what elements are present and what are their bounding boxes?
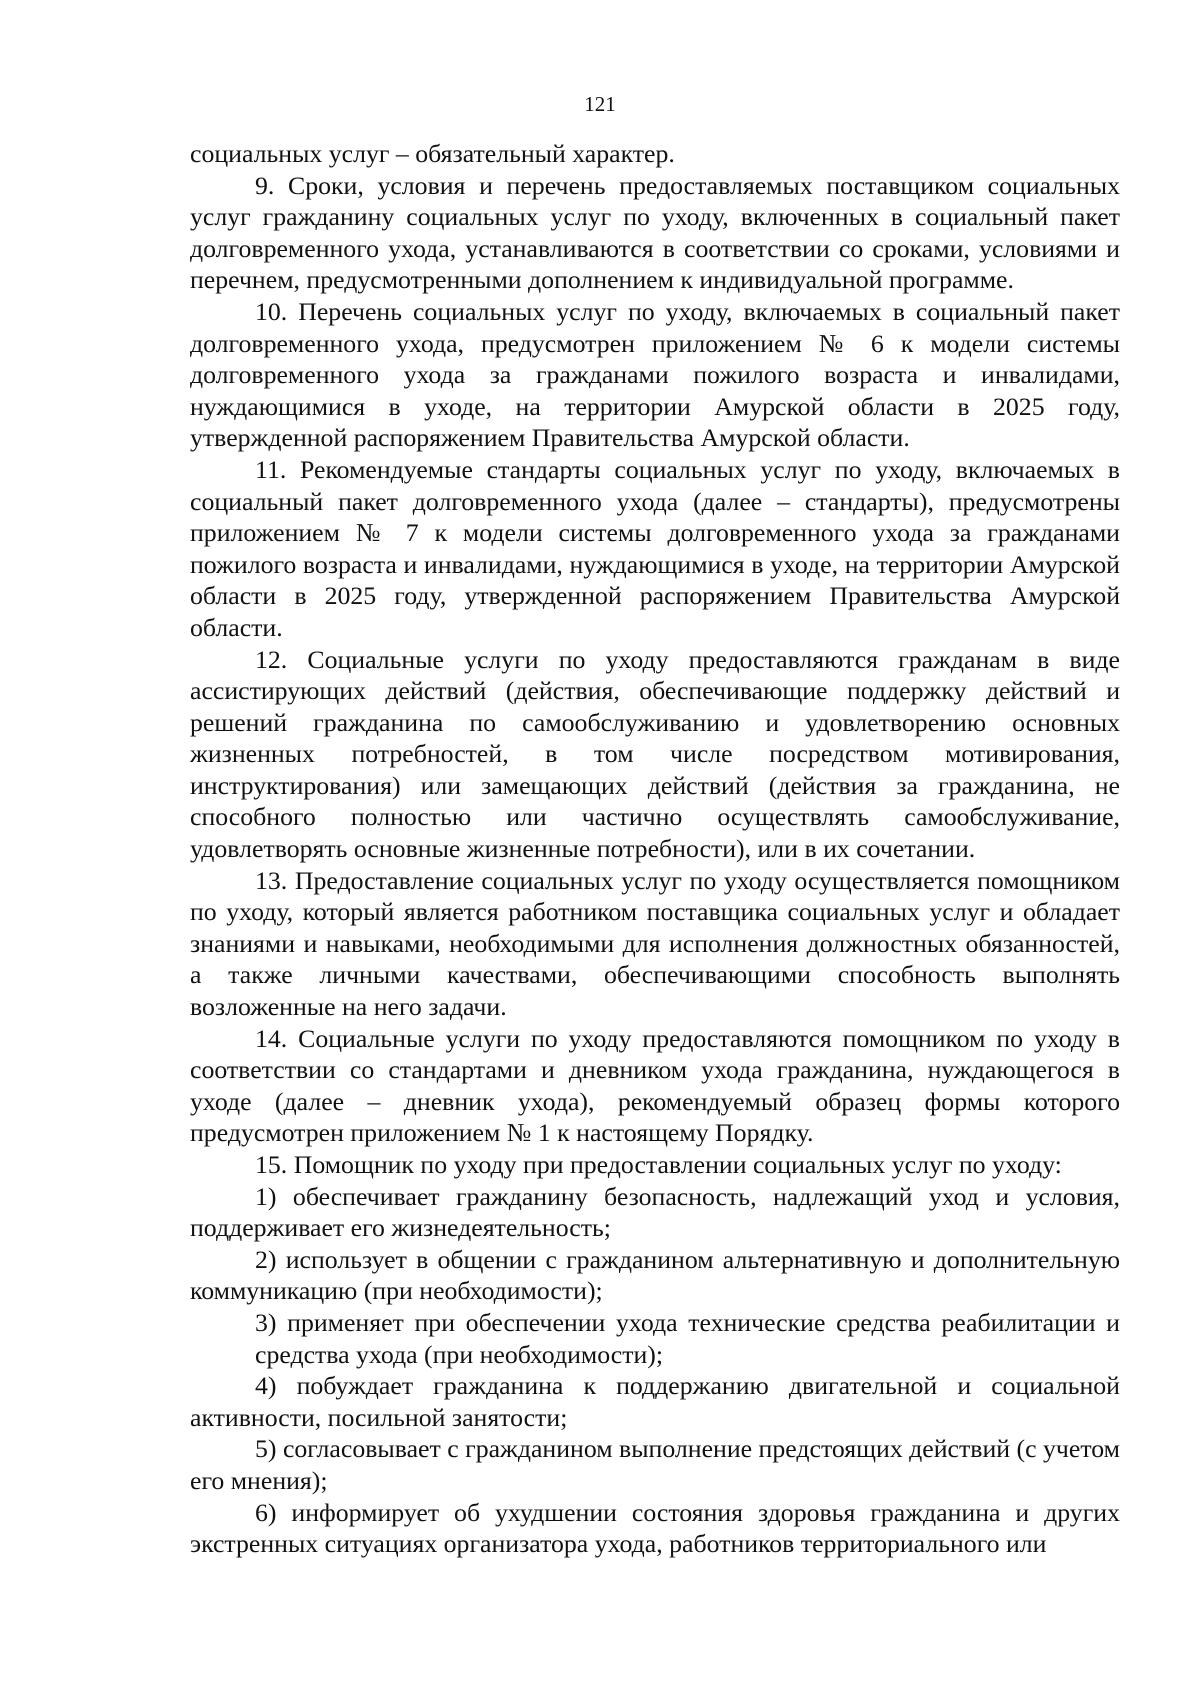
paragraph-10: 10. Перечень социальных услуг по уходу, включаемых в социальный пакет долговременного ухода, предусмотрен приложением № 6 к модели системы долговременного ухода за гражданами пожилого возраста и инвалидами, нуждающимися в уходе, на территории Амурской области в 2025 году, утвержденной распоряжением Правительства Амурской области. (190, 296, 1120, 453)
list-item-4: 4) побуждает гражданина к поддержанию двигательной и социальной активности, посильной занятости; (190, 1371, 1120, 1432)
paragraph-9: 9. Сроки, условия и перечень предоставляемых поставщиком социальных услуг гражданину социальных услуг по уходу, включенных в социальный пакет долговременного ухода, устанавливаются в соответствии со сроками, условиями и перечнем, предусмотренными дополнением к индивидуальной программе. (190, 170, 1120, 295)
list-item-2: 2) использует в общении с гражданином альтернативную и дополнительную коммуникацию (при необходимости); (190, 1244, 1120, 1306)
list-item-6: 6) информирует об ухудшении состояния здоровья гражданина и других экстренных ситуациях организатора ухода, работников территориального или (190, 1497, 1120, 1559)
page-number: 121 (584, 92, 616, 116)
paragraph-12: 12. Социальные услуги по уходу предоставляются гражданам в виде ассистирующих действий (действия, обеспечивающие поддержку действий и решений гражданина по самообслуживанию и удовлетворению основных жизненных потребностей, в том числе посредством мотивирования, инструктирования) или замещающих действий (действия за гражданина, не способного полностью или частично осуществлять самообслуживание, удовлетворять основные жизненные потребности), или в их сочетании. (190, 644, 1120, 864)
paragraph-11: 11. Рекомендуемые стандарты социальных услуг по уходу, включаемых в социальный пакет долговременного ухода (далее – стандарты), предусмотрены приложением № 7 к модели системы долговременного ухода за гражданами пожилого возраста и инвалидами, нуждающимися в уходе, на территории Амурской области в 2025 году, утвержденной распоряжением Правительства Амурской области. (190, 454, 1120, 642)
list-item-5: 5) согласовывает с гражданином выполнение предстоящих действий (с учетом его мнения); (190, 1434, 1120, 1495)
paragraph-continuation: социальных услуг – обязательный характер. (190, 139, 675, 168)
paragraph-14: 14. Социальные услуги по уходу предоставляются помощником по уходу в соответствии со стандартами и дневником ухода гражданина, нуждающегося в уходе (далее – дневник ухода), рекомендуемый образец формы которого предусмотрен приложением № 1 к настоящему Порядку. (190, 1023, 1120, 1148)
list-item-1: 1) обеспечивает гражданину безопасность, надлежащий уход и условия, поддерживает его жизнедеятельность; (190, 1181, 1120, 1243)
list-item-3: 3) применяет при обеспечении ухода технические средства реабилитации и средства ухода (при необходимости); (255, 1307, 1120, 1369)
paragraph-13: 13. Предоставление социальных услуг по уходу осуществляется помощником по уходу, который является работником поставщика социальных услуг и обладает знаниями и навыками, необходимыми для исполнения должностных обязанностей, а также личными качествами, обеспечивающими способность выполнять возложенные на него задачи. (190, 865, 1120, 1022)
document-body (190, 138, 1120, 1560)
paragraph-15: 15. Помощник по уходу при предоставлении социальных услуг по уходу: (255, 1150, 1062, 1179)
